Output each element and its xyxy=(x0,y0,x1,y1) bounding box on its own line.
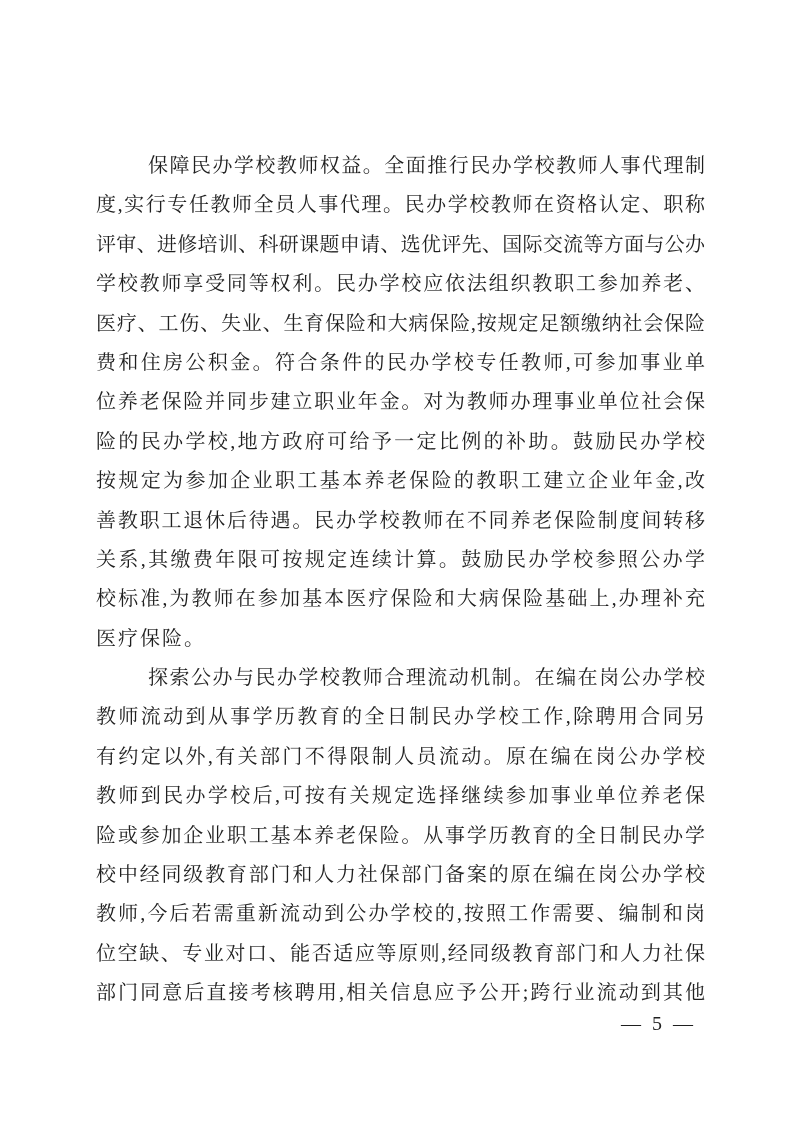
text-line: 医疗保险。 xyxy=(96,627,206,650)
text-line: 费和住房公积金。符合条件的民办学校专任教师,可参加事业单 xyxy=(96,351,705,374)
text-line: 学校教师享受同等权利。民办学校应依法组织教职工参加养老、 xyxy=(96,273,705,296)
text-line: 部门同意后直接考核聘用,相关信息应予公开;跨行业流动到其他 xyxy=(96,982,705,1005)
text-line: 教师,今后若需重新流动到公办学校的,按照工作需要、编制和岗 xyxy=(96,903,705,926)
text-line: 度,实行专任教师全员人事代理。民办学校教师在资格认定、职称 xyxy=(96,194,705,217)
text-line: 评审、进修培训、科研课题申请、选优评先、国际交流等方面与公办 xyxy=(96,233,705,256)
text-line: 校标准,为教师在参加基本医疗保险和大病保险基础上,办理补充 xyxy=(96,588,705,611)
text-line: 校中经同级教育部门和人力社保部门备案的原在编在岗公办学校 xyxy=(96,864,705,887)
document-body xyxy=(96,147,705,1014)
text-line: 位空缺、专业对口、能否适应等原则,经同级教育部门和人力社保 xyxy=(96,942,705,965)
text-line: 险或参加企业职工基本养老保险。从事学历教育的全日制民办学 xyxy=(96,824,705,847)
text-line: 教师到民办学校后,可按有关规定选择继续参加事业单位养老保 xyxy=(96,785,705,808)
text-line: 位养老保险并同步建立职业年金。对为教师办理事业单位社会保 xyxy=(96,391,705,414)
text-line: 有约定以外,有关部门不得限制人员流动。原在编在岗公办学校 xyxy=(96,745,705,768)
text-line: 按规定为参加企业职工基本养老保险的教职工建立企业年金,改 xyxy=(96,470,705,493)
text-line: 关系,其缴费年限可按规定连续计算。鼓励民办学校参照公办学 xyxy=(96,548,705,571)
text-line: 教师流动到从事学历教育的全日制民办学校工作,除聘用合同另 xyxy=(96,706,705,729)
text-line: 医疗、工伤、失业、生育保险和大病保险,按规定足额缴纳社会保险 xyxy=(96,312,705,335)
page-number: — 5 — xyxy=(621,1013,696,1035)
text-line: 保障民办学校教师权益。全面推行民办学校教师人事代理制 xyxy=(148,155,705,177)
text-line: 善教职工退休后待遇。民办学校教师在不同养老保险制度间转移 xyxy=(96,509,705,532)
text-line: 险的民办学校,地方政府可给予一定比例的补助。鼓励民办学校 xyxy=(96,430,705,453)
text-line: 探索公办与民办学校教师合理流动机制。在编在岗公办学校 xyxy=(148,667,705,690)
